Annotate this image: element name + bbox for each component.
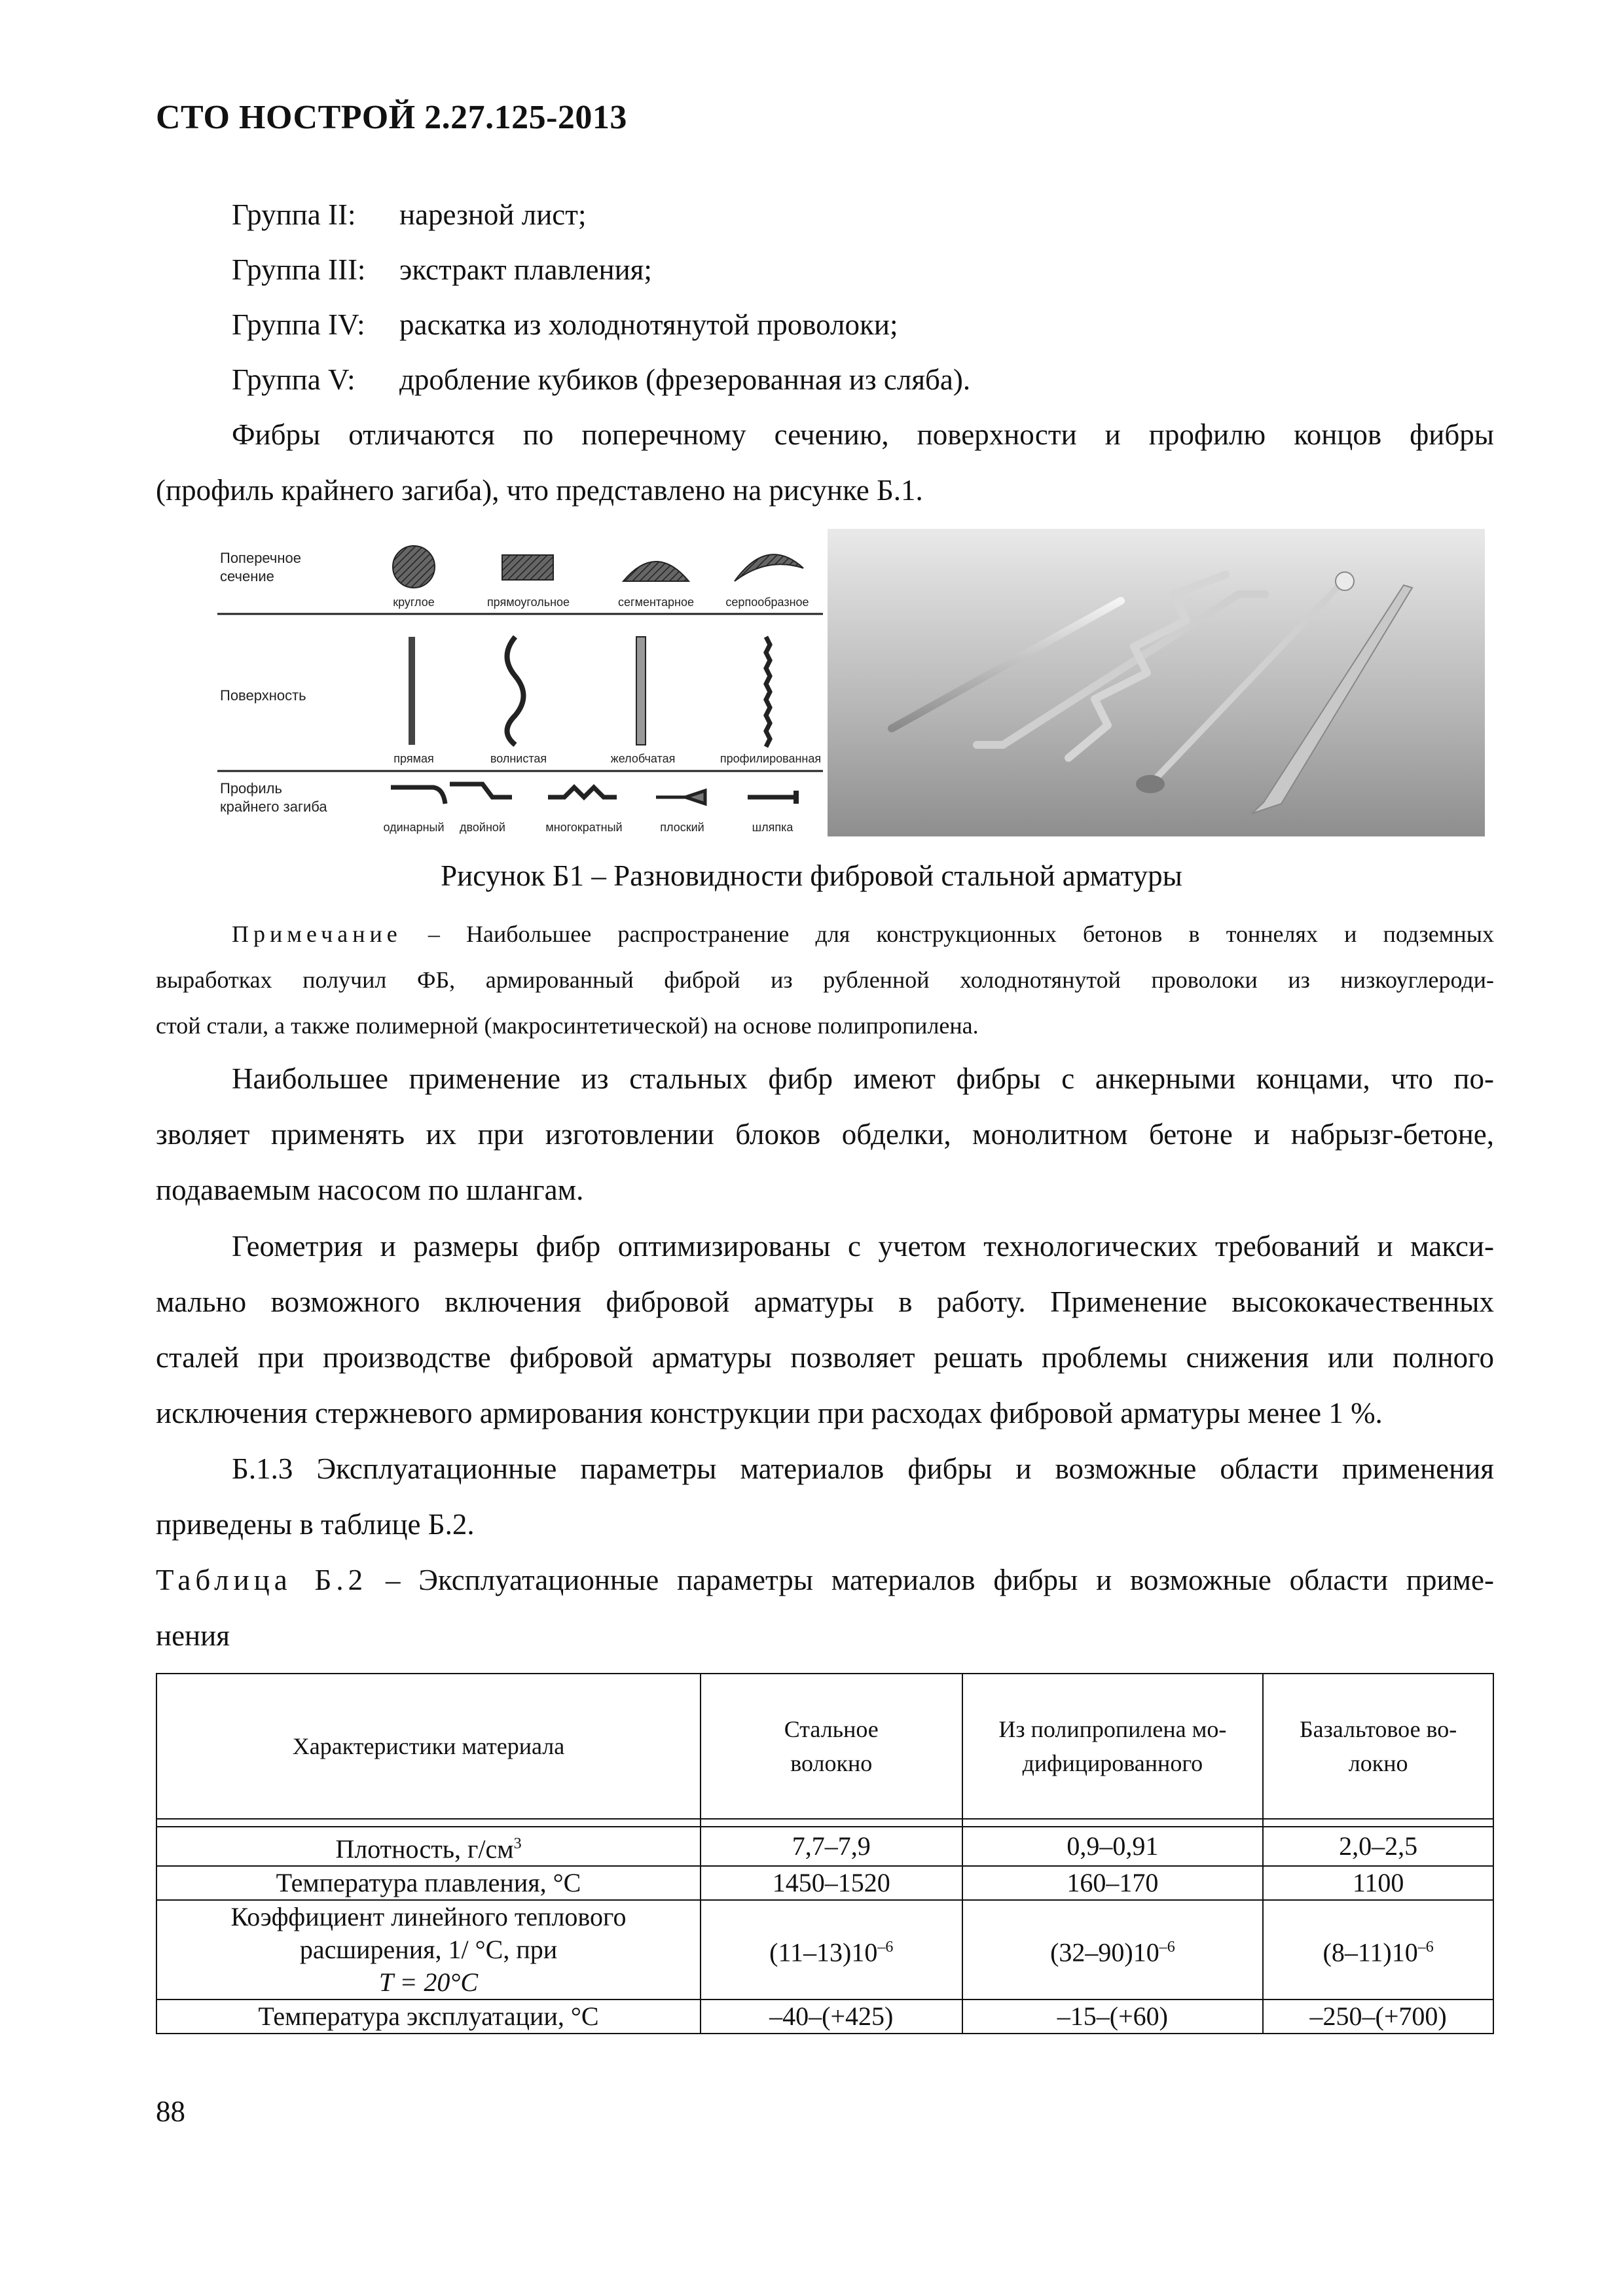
note-block: [156, 911, 1494, 1049]
group-text: экстракт плавления;: [399, 253, 652, 286]
note-text: – Наибольшее распространение для конструкционных бетонов в тоннелях и подземных: [401, 921, 1494, 947]
paragraph-line: зволяет применять их при изготовлении блоков обделки, монолитном бетоне и набрызг-бетоне,: [156, 1118, 1494, 1151]
group-row-4: [0, 297, 1623, 352]
table-cell: Плотность, $г/см^3$: [156, 1827, 701, 1866]
column-header: Из полипропилена мо- дифицированного: [962, 1674, 1264, 1819]
table-row: [156, 1900, 1493, 2000]
paragraph-line: Наибольшее применение из стальных фибр имеют фибры с анкерными концами, что по-: [232, 1062, 1494, 1095]
profile-label: двойной: [460, 821, 505, 834]
segment-section-icon: [623, 562, 689, 581]
table-row: [156, 1827, 1493, 1866]
paragraph-b13: [156, 1441, 1494, 1552]
surface-label: профилированная: [720, 752, 822, 765]
surface-label: волнистая: [490, 752, 547, 765]
table-cell: 0,9–0,91: [962, 1827, 1264, 1866]
column-header: Базальтовое во- локно: [1263, 1674, 1493, 1819]
grooved-surface-icon: [636, 637, 646, 745]
note-line: стой стали, а также полимерной (макросинтетической) на основе полипропилена.: [156, 1013, 979, 1039]
fiber-end-ball-photo: [1336, 572, 1354, 590]
paragraph-line: подаваемым насосом по шлангам.: [156, 1174, 584, 1206]
table-title-line: нения: [156, 1619, 230, 1652]
table-label: Таблица Б.2: [156, 1564, 368, 1596]
section-label: круглое: [393, 596, 435, 609]
properties-table: [156, 1673, 1494, 2034]
fiber-end-cap-photo: [1136, 775, 1165, 793]
row-label-end-profile: Профиль крайнего загиба: [220, 780, 327, 815]
fiber-diagram: [217, 529, 1485, 836]
page-number: 88: [156, 2095, 185, 2128]
paragraph-geometry: [156, 1219, 1494, 1441]
profile-label: плоский: [660, 821, 704, 834]
table-cell: Коэффициент линейного теплового расширения, 1/ °С, при T = 20°С: [156, 1900, 701, 2000]
table-cell: –40–(+425): [701, 2000, 962, 2034]
profile-label: многократный: [545, 821, 623, 834]
paragraph-line: приведены в таблице Б.2.: [156, 1508, 475, 1541]
group-row-5: [0, 352, 1623, 407]
paragraph-line: мально возможного включения фибровой арматуры в работу. Применение высококачественных: [156, 1285, 1494, 1318]
note-line: [156, 911, 1494, 957]
group-row-2: [0, 187, 1623, 242]
crescent-section-icon: [735, 554, 803, 581]
profile-label: шляпка: [752, 821, 793, 834]
round-section-icon: [393, 546, 435, 588]
group-row-3: [0, 242, 1623, 297]
table-title: [156, 1552, 1494, 1664]
paragraph-line: Б.1.3 Эксплуатационные параметры материалов фибры и возможные области применения: [232, 1452, 1494, 1485]
column-header: Стальное волокно: [701, 1674, 962, 1819]
single-hook-icon: [391, 787, 445, 804]
table-cell: 1450–1520: [701, 1866, 962, 1900]
paragraph-line: исключения стержневого армирования конструкции при расходах фибровой арматуры менее 1 %.: [156, 1397, 1383, 1429]
table-cell: $(32-90)10^{-6}$: [962, 1900, 1264, 2000]
table-cell: $(11-13)10^{-6}$: [701, 1900, 962, 2000]
table-cell: 7,7–7,9: [701, 1827, 962, 1866]
group-text: раскатка из холоднотянутой проволоки;: [399, 308, 898, 341]
table-row: [156, 1866, 1493, 1900]
flat-end-icon: [656, 791, 705, 804]
table-cell: 160–170: [962, 1866, 1264, 1900]
table-title-line: [156, 1552, 1494, 1608]
group-text: дробление кубиков (фрезерованная из сляба).: [399, 363, 971, 396]
table-title-text: – Эксплуатационные параметры материалов фибры и возможные области приме-: [367, 1564, 1494, 1596]
table-row: [156, 2000, 1493, 2034]
group-label: Группа IV:: [232, 308, 365, 341]
table-cell: –15–(+60): [962, 2000, 1264, 2034]
header-separator: [156, 1819, 1493, 1827]
group-label: Группа V:: [232, 363, 356, 396]
figure-caption: Рисунок Б1 – Разновидности фибровой стальной арматуры: [441, 859, 1182, 892]
surface-label: прямая: [393, 752, 434, 765]
hat-end-cap-icon: [793, 791, 799, 804]
straight-surface-icon: [409, 637, 415, 745]
table-cell: $(8-11)10^{-6}$: [1263, 1900, 1493, 2000]
intro-paragraph: [156, 407, 1494, 518]
table-cell: 2,0–2,5: [1263, 1827, 1493, 1866]
row-label-cross-section: Поперечное сечение: [220, 550, 302, 584]
rectangular-section-icon: [502, 555, 553, 580]
profile-label: одинарный: [383, 821, 445, 834]
paragraph-anchor-fibers: [156, 1051, 1494, 1218]
table-cell: Температура эксплуатации, °С: [156, 2000, 701, 2034]
group-label: Группа II:: [232, 198, 356, 231]
multiple-hook-icon: [548, 787, 617, 797]
paragraph-line: Фибры отличаются по поперечному сечению, поверхности и профилю концов фибры: [232, 418, 1494, 451]
table-cell: –250–(+700): [1263, 2000, 1493, 2034]
note-line: выработках получил ФБ, армированный фиброй из рубленной холоднотянутой проволоки из низкоуглероди-: [156, 967, 1494, 993]
surface-label: желобчатая: [610, 752, 676, 765]
table-cell: 1100: [1263, 1866, 1493, 1900]
row-label-surface: Поверхность: [220, 687, 306, 704]
table-cell: Температура плавления, °С: [156, 1866, 701, 1900]
section-label: сегментарное: [618, 596, 694, 609]
section-label: серпообразное: [725, 596, 809, 609]
fiber-types-figure: [217, 529, 1485, 836]
document-header: СТО НОСТРОЙ 2.27.125-2013: [156, 99, 627, 136]
wavy-surface-icon: [507, 637, 524, 745]
section-label: прямоугольное: [486, 596, 570, 609]
note-heading: Примечание: [232, 921, 402, 947]
profiled-surface-icon: [766, 637, 770, 747]
column-header: Характеристики материала: [156, 1674, 701, 1819]
paragraph-line: Геометрия и размеры фибр оптимизированы с учетом технологических требований и макси-: [232, 1230, 1494, 1263]
paragraph-line: сталей при производстве фибровой арматуры позволяет решать проблемы снижения или полного: [156, 1341, 1494, 1374]
double-hook-icon: [450, 784, 512, 797]
group-label: Группа III:: [232, 253, 366, 286]
table-header-row: [156, 1674, 1493, 1819]
group-text: нарезной лист;: [399, 198, 587, 231]
paragraph-line: (профиль крайнего загиба), что представлено на рисунке Б.1.: [156, 474, 923, 507]
